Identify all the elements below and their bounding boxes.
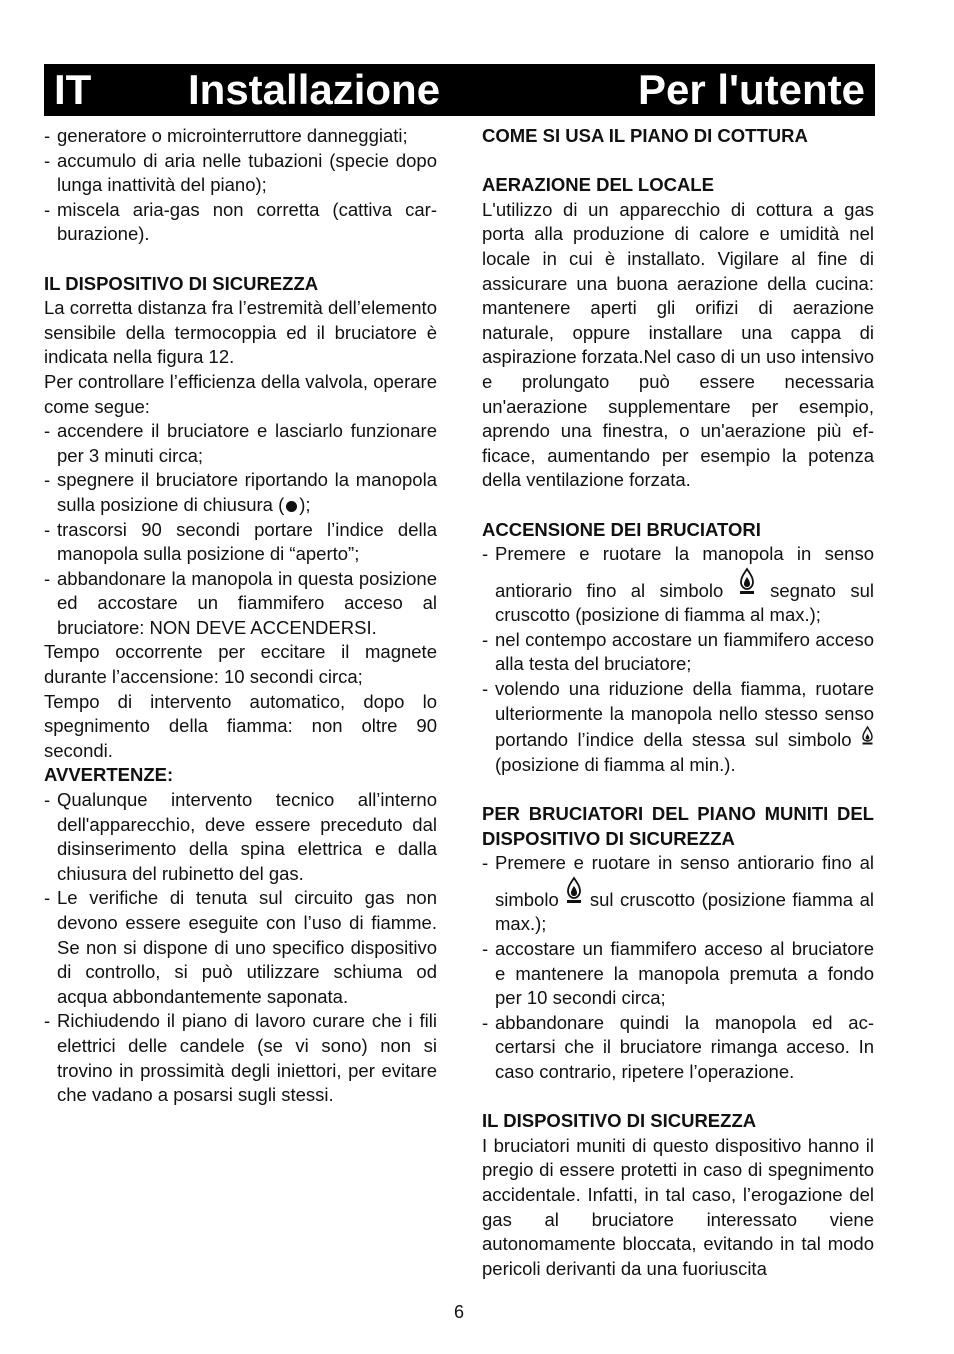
time-paragraph: Tempo occorrente per eccitare il magnete durante l’accensione: 10 secondi circa; xyxy=(44,641,437,688)
device-heading: IL DISPOSITIVO DI SICUREZZA xyxy=(482,1110,757,1132)
min-flame-icon xyxy=(861,726,874,746)
list-item: - Premere e ruotare la manopola in senso antiorario fino al simbolo segnato sul cruscotto (posizione di fiamma al max.); xyxy=(482,542,874,628)
safety-heading: IL DISPOSITIVO DI SICUREZZA xyxy=(44,272,319,294)
max-flame-icon xyxy=(565,876,583,906)
right-column xyxy=(482,124,874,1281)
audience-title: Per l'utente xyxy=(637,66,865,113)
list-item: - nel contempo accostare un fiammifero acceso alla testa del bruciatore; xyxy=(482,628,874,677)
air-paragraph: L'utilizzo di un apparecchio di cottura a gas porta alla produzione di calore e umidità nel locale in cui è installato. Vigilare al fine di assicurare una buona aerazione della cucina: mantenere aperti gli orifizi di aerazione naturale, oppure installare una cappa di aspirazione forzata.Nel caso di un uso intensivo e prolungato può essere necessaria un'aerazione supplementare per esempio, aprendo una finestra, o un'aerazione più efficace, aumentando per esempio la potenza della ventilazione forzata. xyxy=(482,198,874,491)
safety-burners-list xyxy=(482,851,874,1084)
page-number: 6 xyxy=(453,1302,464,1322)
list-item: - abbandonare la manopola in questa posizione ed accostare un fiammifero acceso al bruciatore: NON DEVE ACCENDERSI. xyxy=(44,567,437,641)
safety-burners-heading: PER BRUCIATORI DEL PIANO MUNITI DEL DISPOSITIVO DI SICUREZZA xyxy=(482,803,874,849)
list-item: - accendere il bruciatore e lasciarlo funzionare per 3 minuti circa; xyxy=(44,419,437,468)
list-item: - Richiudendo il piano di lavoro curare che i fili elettrici delle candele (se vi sono) non si trovino in prossimità degli iniettori, per evitare che vadano a posarsi sugli stessi. xyxy=(44,1009,437,1107)
list-item: - accumulo di aria nelle tubazioni (specie dopo lunga inattività del piano); xyxy=(44,149,437,198)
safety-paragraph: La corretta distanza fra l’estremità dell’elemento sensibile della termocoppia ed il bruciatore è indicata nella figura 12. xyxy=(44,297,437,368)
warnings-heading: AVVERTENZE: xyxy=(44,764,174,786)
max-flame-icon xyxy=(738,567,756,597)
list-item: - miscela aria-gas non corretta (cattiva carburazione). xyxy=(44,198,437,247)
list-item: - Le verifiche di tenuta sul circuito gas non devono essere eseguite con l’uso di fiamme. Se non si dispone di uno specifico dispositivo di controllo, si può utilizzare schiuma od acqua abbondantemente saponata. xyxy=(44,886,437,1009)
list-item: - spegnere il bruciatore riportando la manopola sulla posizione di chiusura ( ); xyxy=(44,468,437,517)
left-column xyxy=(44,124,437,1108)
safety-paragraph: Per controllare l’efficienza della valvola, operare come segue: xyxy=(44,370,437,417)
closed-position-icon xyxy=(286,501,297,512)
list-item: - generatore o microinterruttore danneggiati; xyxy=(44,124,437,149)
intro-list xyxy=(44,124,437,247)
check-list xyxy=(44,419,437,640)
ignition-list xyxy=(482,542,874,777)
air-heading: AERAZIONE DEL LOCALE xyxy=(482,174,714,196)
device-paragraph: I bruciatori muniti di questo dispositivo hanno il pregio di essere protetti in caso di spegnimento accidentale. Infatti, in tal caso, l’erogazione del gas al bruciatore interessato viene autonomamente bloccata, evitando in tal modo pericoli derivanti da una fuoriuscita xyxy=(482,1134,874,1279)
page-header xyxy=(44,64,875,116)
time-paragraph: Tempo di intervento automatico, dopo lo spegnimento della fiamma: non oltre 90 secondi. xyxy=(44,690,437,761)
list-item: - Premere e ruotare in senso antiorario fino al simbolo sul cruscotto (posizione fiamma al max.); xyxy=(482,851,874,937)
list-item: - volendo una riduzione della fiamma, ruotare ulteriormente la manopola nello stesso senso portando l’indice della stessa sul simbolo (posizione di fiamma al min.). xyxy=(482,677,874,777)
ignition-heading: ACCENSIONE DEI BRUCIATORI xyxy=(482,518,761,540)
language-code: IT xyxy=(54,66,92,113)
section-title: Installazione xyxy=(188,66,441,113)
list-item: - Qualunque intervento tecnico all’interno dell'apparecchio, deve essere preceduto dal disinserimento della spina elettrica e dalla chiusura del rubinetto del gas. xyxy=(44,788,437,886)
list-item: - accostare un fiammifero acceso al bruciatore e mantenere la manopola premuta a fondo per 10 secondi circa; xyxy=(482,937,874,1011)
list-item: - trascorsi 90 secondi portare l’indice della manopola sulla posizione di “aperto”; xyxy=(44,518,437,567)
main-heading: COME SI USA IL PIANO DI COTTURA xyxy=(482,125,808,146)
warnings-list xyxy=(44,788,437,1108)
list-item: - abbandonare quindi la manopola ed accertarsi che il bruciatore rimanga acceso. In caso contrario, ripetere l’operazione. xyxy=(482,1011,874,1085)
